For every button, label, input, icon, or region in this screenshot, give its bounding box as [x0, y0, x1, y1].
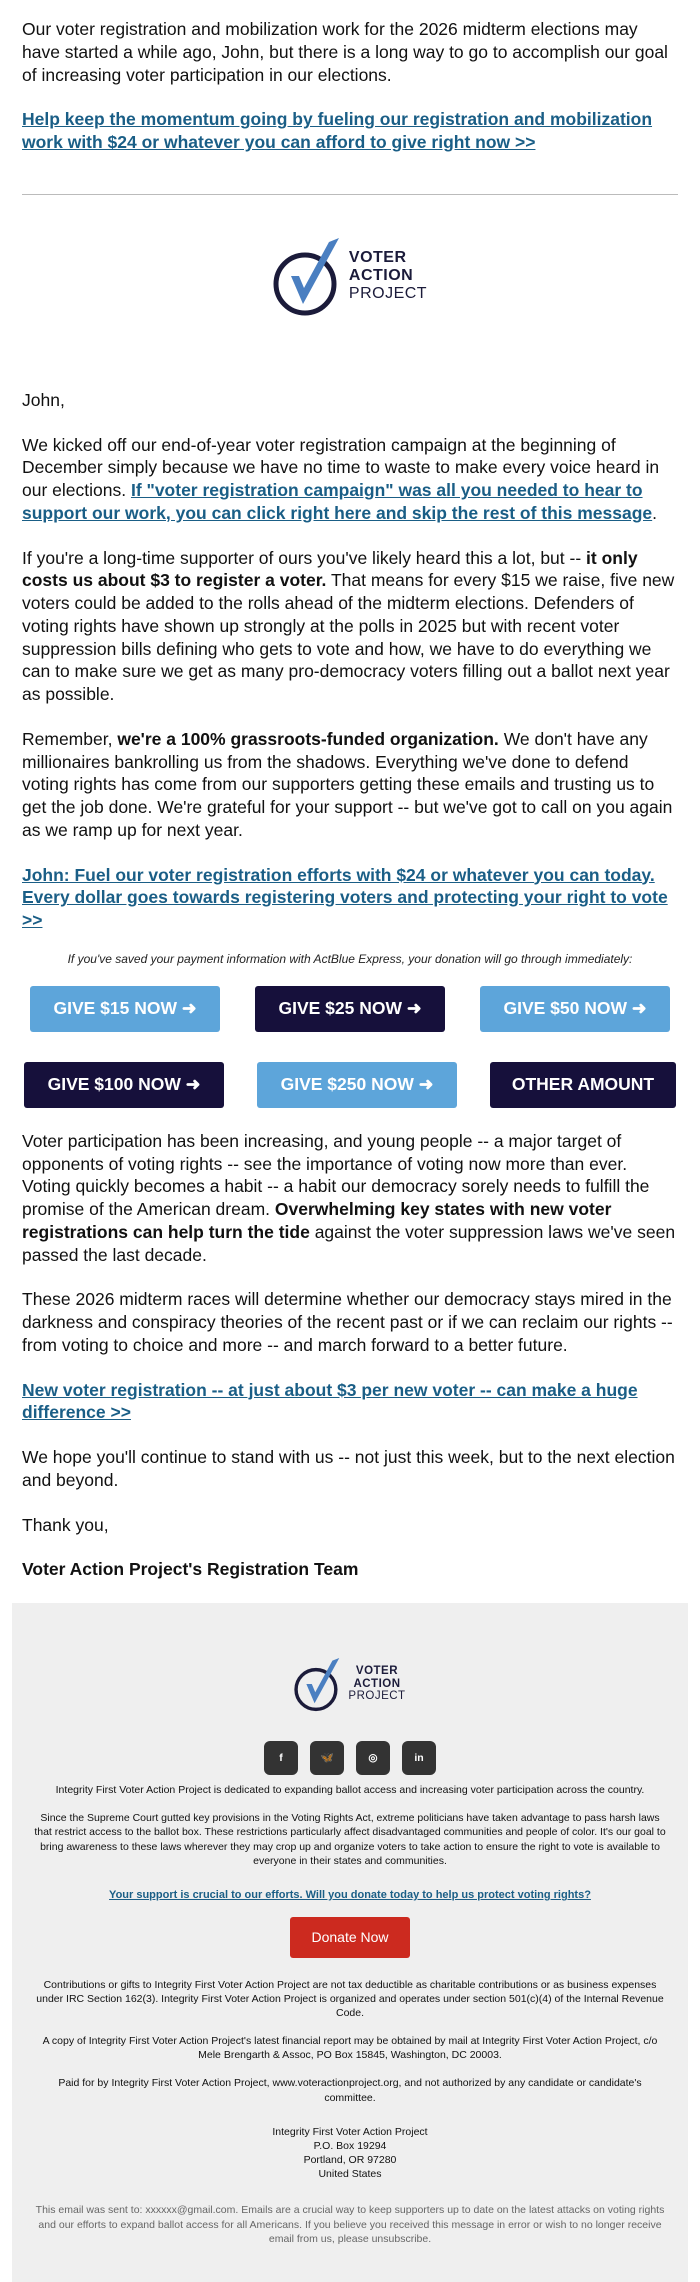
- footer-tax-notice: Contributions or gifts to Integrity First Voter Action Project are not tax deductible as charitable contributions or as business expenses under IRC Section 162(3). Integrity First Voter Action Project is organized and operates under section 501(c)(4) of the Internal Revenue Code.: [36, 1978, 664, 2019]
- footer-mission: Integrity First Voter Action Project is dedicated to expanding ballot access and increasing voter participation across the country.: [55, 1784, 645, 1796]
- footer-logo: [32, 1653, 668, 1715]
- footer-address: Integrity First Voter Action Project P.O. Box 19294 Portland, OR 97280 United States: [272, 2125, 428, 2181]
- skip-to-donate-link[interactable]: If "voter registration campaign" was all you needed to hear to support our work, you can click right here and skip the rest of this message: [22, 480, 653, 523]
- footer: [12, 1603, 688, 2282]
- logo-wordmark: VOTER ACTION PROJECT: [348, 248, 428, 302]
- donation-buttons-row-1: [22, 986, 678, 1032]
- linkedin-icon[interactable]: in: [402, 1741, 436, 1775]
- greeting: John,: [22, 389, 65, 410]
- donate-now-button[interactable]: Donate Now: [290, 1917, 410, 1958]
- paragraph-3: Remember, we're a 100% grassroots-funded organization. We don't have any millionaires bankrolling us from the shadows. Everything we've done to defend voting rights has come from our supporters getting these emails and trusting us to get the job done. We're grateful for your support -- but we've got to call on you again as we ramp up for next year.: [22, 728, 673, 840]
- divider: [22, 194, 678, 195]
- paragraph-2: If you're a long-time supporter of ours you've likely heard this a lot, but -- it only costs us about $3 to register a voter. That means for every $15 we raise, five new voters could be added to the rolls ahead of the midterm elections. Defenders of voting rights have shown up strongly at the polls in 2025 but with recent voter suppression bills defining who gets to vote and how, we have to do everything we can to make sure we get as many pro-democracy voters filling out a ballot next year as possible.: [22, 547, 675, 704]
- give-250-button[interactable]: GIVE $250 NOW ➜: [257, 1062, 457, 1108]
- footer-paid-for: Paid for by Integrity First Voter Action Project, www.voteractionproject.org, and not authorized by any candidate or candidate's committee.: [58, 2077, 642, 2104]
- footer-checkmark-logo-icon: [294, 1655, 342, 1713]
- intro-paragraph: Our voter registration and mobilization work for the 2026 midterm elections may have started a while ago, John, but there is a long way to go to accomplish our goal of increasing voter participation in our elections.: [22, 19, 668, 85]
- facebook-icon[interactable]: f: [264, 1741, 298, 1775]
- footer-sent-to: This email was sent to: xxxxxx@gmail.com. Emails are a crucial way to keep supporters up to date on the latest attacks on voting rights and our efforts to expand ballot access for all Americans. If you believe you received this message in error or wish to no longer receive email from us, please unsubscribe.: [35, 2204, 665, 2245]
- give-25-button[interactable]: GIVE $25 NOW ➜: [255, 986, 445, 1032]
- social-links: [32, 1741, 668, 1775]
- intro-donate-link[interactable]: Help keep the momentum going by fueling our registration and mobilization work with $24 or whatever you can afford to give right now >>: [22, 109, 653, 152]
- give-100-button[interactable]: GIVE $100 NOW ➜: [24, 1062, 224, 1108]
- footer-donate-link[interactable]: Your support is crucial to our efforts. Will you donate today to help us protect voting rights?: [109, 1888, 591, 1901]
- instagram-icon[interactable]: ◎: [356, 1741, 390, 1775]
- signature: Voter Action Project's Registration Team: [22, 1559, 359, 1580]
- other-amount-button[interactable]: OTHER AMOUNT: [490, 1062, 676, 1108]
- footer-context: Since the Supreme Court gutted key provisions in the Voting Rights Act, extreme politicians have taken advantage to pass harsh laws that restrict access to the ballot box. These restrictions particularly affect disadvantaged communities and people of color. It's our goal to bring awareness to these laws wherever they may crop up and organize voters to take action to ensure the right to vote is available to everyone in their states and communities.: [34, 1812, 666, 1867]
- give-50-button[interactable]: GIVE $50 NOW ➜: [480, 986, 670, 1032]
- footer-logo-wordmark: VOTER ACTION PROJECT: [348, 1664, 406, 1703]
- paragraph-6: We hope you'll continue to stand with us -- not just this week, but to the next election and beyond.: [22, 1447, 675, 1490]
- donation-buttons-row-2: [22, 1062, 678, 1108]
- closing: Thank you,: [22, 1514, 109, 1535]
- checkmark-logo-icon: [273, 234, 343, 318]
- footer-report-notice: A copy of Integrity First Voter Action Project's latest financial report may be obtained by mail at Integrity First Voter Action Project, c/o Mele Brengarth & Assoc, PO Box 15845, Washington, DC 20003.: [42, 2035, 658, 2062]
- bluesky-icon[interactable]: 🦋: [310, 1741, 344, 1775]
- fuel-efforts-link[interactable]: John: Fuel our voter registration efforts with $24 or whatever you can today. Every dollar goes towards registering voters and protecting your right to vote >>: [22, 864, 668, 930]
- actblue-note: If you've saved your payment information with ActBlue Express, your donation will go through immediately:: [67, 951, 633, 966]
- give-15-button[interactable]: GIVE $15 NOW ➜: [30, 986, 220, 1032]
- new-registration-link[interactable]: New voter registration -- at just about $3 per new voter -- can make a huge difference >>: [22, 1379, 638, 1423]
- paragraph-1: We kicked off our end-of-year voter registration campaign at the beginning of December simply because we have no time to waste to make every voice heard in our elections. If "voter registration campaign" was all you needed to hear to support our work, you can click right here and skip the rest of this message.: [22, 434, 660, 523]
- intro-section: [22, 0, 678, 154]
- paragraph-4: Voter participation has been increasing, and young people -- a major target of opponents of voting rights -- see the importance of voting now more than ever. Voting quickly becomes a habit -- a habit our democracy sorely needs to fulfill the promise of the American dream. Overwhelming key states with new voter registrations can help turn the tide against the voter suppression laws we've seen passed the last decade.: [22, 1130, 676, 1265]
- paragraph-5: These 2026 midterm races will determine whether our democracy stays mired in the darkness and conspiracy theories of the recent past or if we can reclaim our rights -- from voting to choice and more -- and march forward to a better future.: [22, 1289, 673, 1355]
- header-logo: [22, 231, 678, 321]
